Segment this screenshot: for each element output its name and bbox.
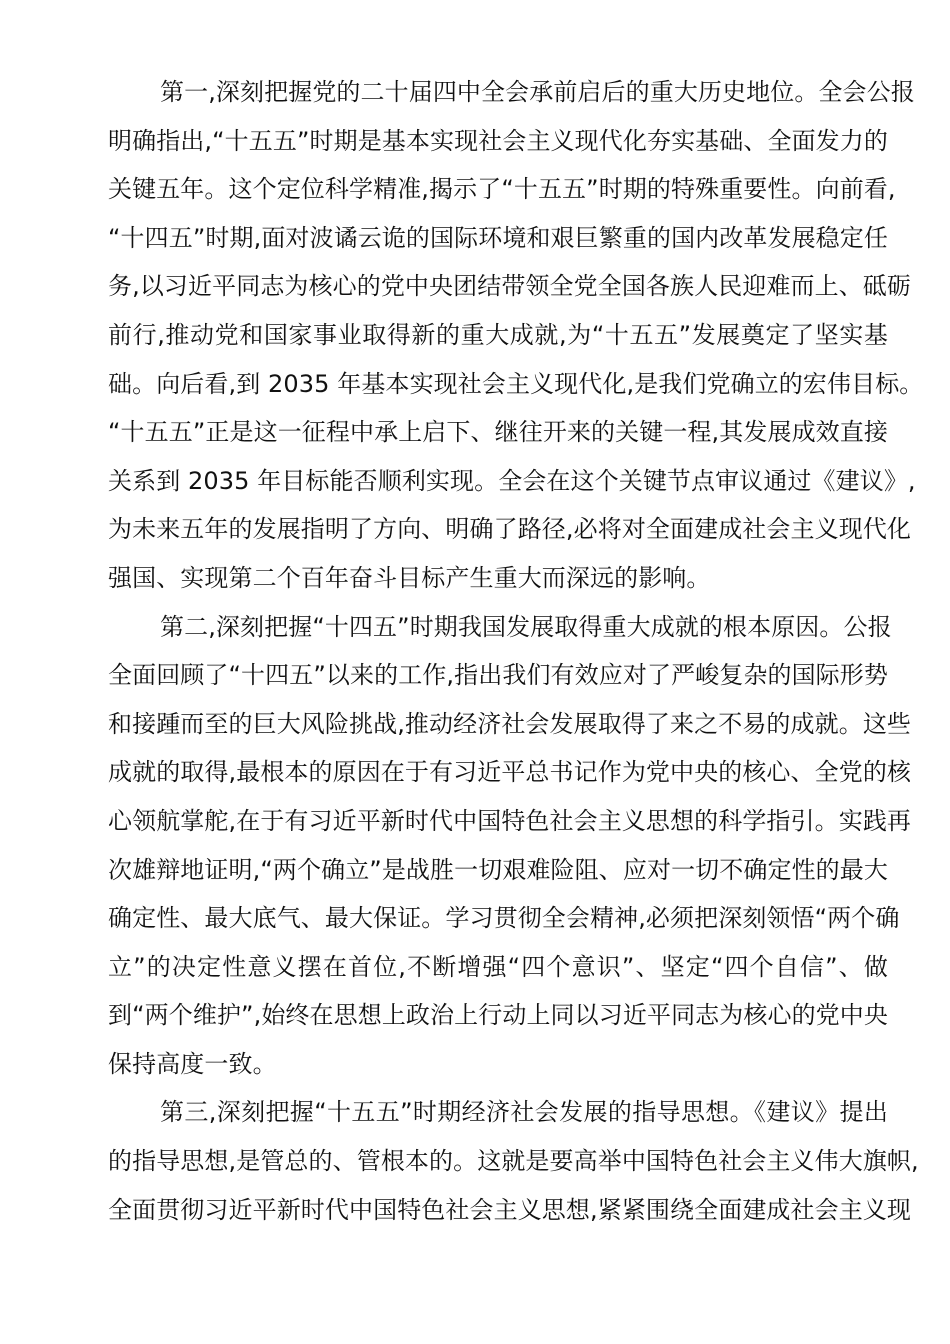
text-line: 关键五年。这个定位科学精准,揭示了“十五五”时期的特殊重要性。向前看, <box>108 175 896 204</box>
paragraph-1 <box>58 68 924 603</box>
text-line: 全面贯彻习近平新时代中国特色社会主义思想,紧紧围绕全面建成社会主义现 <box>108 1195 912 1224</box>
text-line: “十四五”时期,面对波谲云诡的国际环境和艰巨繁重的国内改革发展稳定任 <box>108 223 888 252</box>
text-line: 第三,深刻把握“十五五”时期经济社会发展的指导思想。《建议》提出 <box>160 1098 888 1127</box>
text-line: 础。向后看,到 2035 年基本实现社会主义现代化,是我们党确立的宏伟目标。 <box>108 369 924 398</box>
text-line: 的指导思想,是管总的、管根本的。这就是要高举中国特色社会主义伟大旗帜, <box>108 1147 919 1176</box>
text-line: 为未来五年的发展指明了方向、明确了路径,必将对全面建成社会主义现代化 <box>108 515 912 544</box>
text-line: 到“两个维护”,始终在思想上政治上行动上同以习近平同志为核心的党中央 <box>108 1001 888 1030</box>
text-line: 成就的取得,最根本的原因在于有习近平总书记作为党中央的核心、全党的核 <box>108 758 912 787</box>
text-line: “十五五”正是这一征程中承上启下、继往开来的关键一程,其发展成效直接 <box>108 418 888 447</box>
text-line: 确定性、最大底气、最大保证。学习贯彻全会精神,必须把深刻领悟“两个确 <box>108 904 900 933</box>
paragraph-3 <box>58 1088 919 1234</box>
text-line: 和接踵而至的巨大风险挑战,推动经济社会发展取得了来之不易的成就。这些 <box>108 709 912 738</box>
text-line: 立”的决定性意义摆在首位,不断增强“四个意识”、坚定“四个自信”、做 <box>108 952 888 981</box>
text-line: 第一,深刻把握党的二十届四中全会承前启后的重大历史地位。全会公报 <box>160 78 915 106</box>
text-line: 全面回顾了“十四五”以来的工作,指出我们有效应对了严峻复杂的国际形势 <box>108 661 888 690</box>
text-line: 第二,深刻把握“十四五”时期我国发展取得重大成就的根本原因。公报 <box>160 612 892 641</box>
text-line: 保持高度一致。 <box>108 1049 277 1078</box>
text-line: 关系到 2035 年目标能否顺利实现。全会在这个关键节点审议通过《建议》, <box>108 466 916 495</box>
text-line: 心领航掌舵,在于有习近平新时代中国特色社会主义思想的科学指引。实践再 <box>108 806 912 835</box>
document-page <box>58 68 924 1234</box>
text-line: 务,以习近平同志为核心的党中央团结带领全党全国各族人民迎难而上、砥砺 <box>108 272 912 301</box>
text-line: 前行,推动党和国家事业取得新的重大成就,为“十五五”发展奠定了坚实基 <box>108 320 888 349</box>
paragraph-2 <box>58 603 912 1089</box>
text-line: 强国、实现第二个百年奋斗目标产生重大而深远的影响。 <box>108 563 711 592</box>
text-line: 次雄辩地证明,“两个确立”是战胜一切艰难险阻、应对一切不确定性的最大 <box>108 855 888 884</box>
text-line: 明确指出,“十五五”时期是基本实现社会主义现代化夯实基础、全面发力的 <box>108 126 888 155</box>
